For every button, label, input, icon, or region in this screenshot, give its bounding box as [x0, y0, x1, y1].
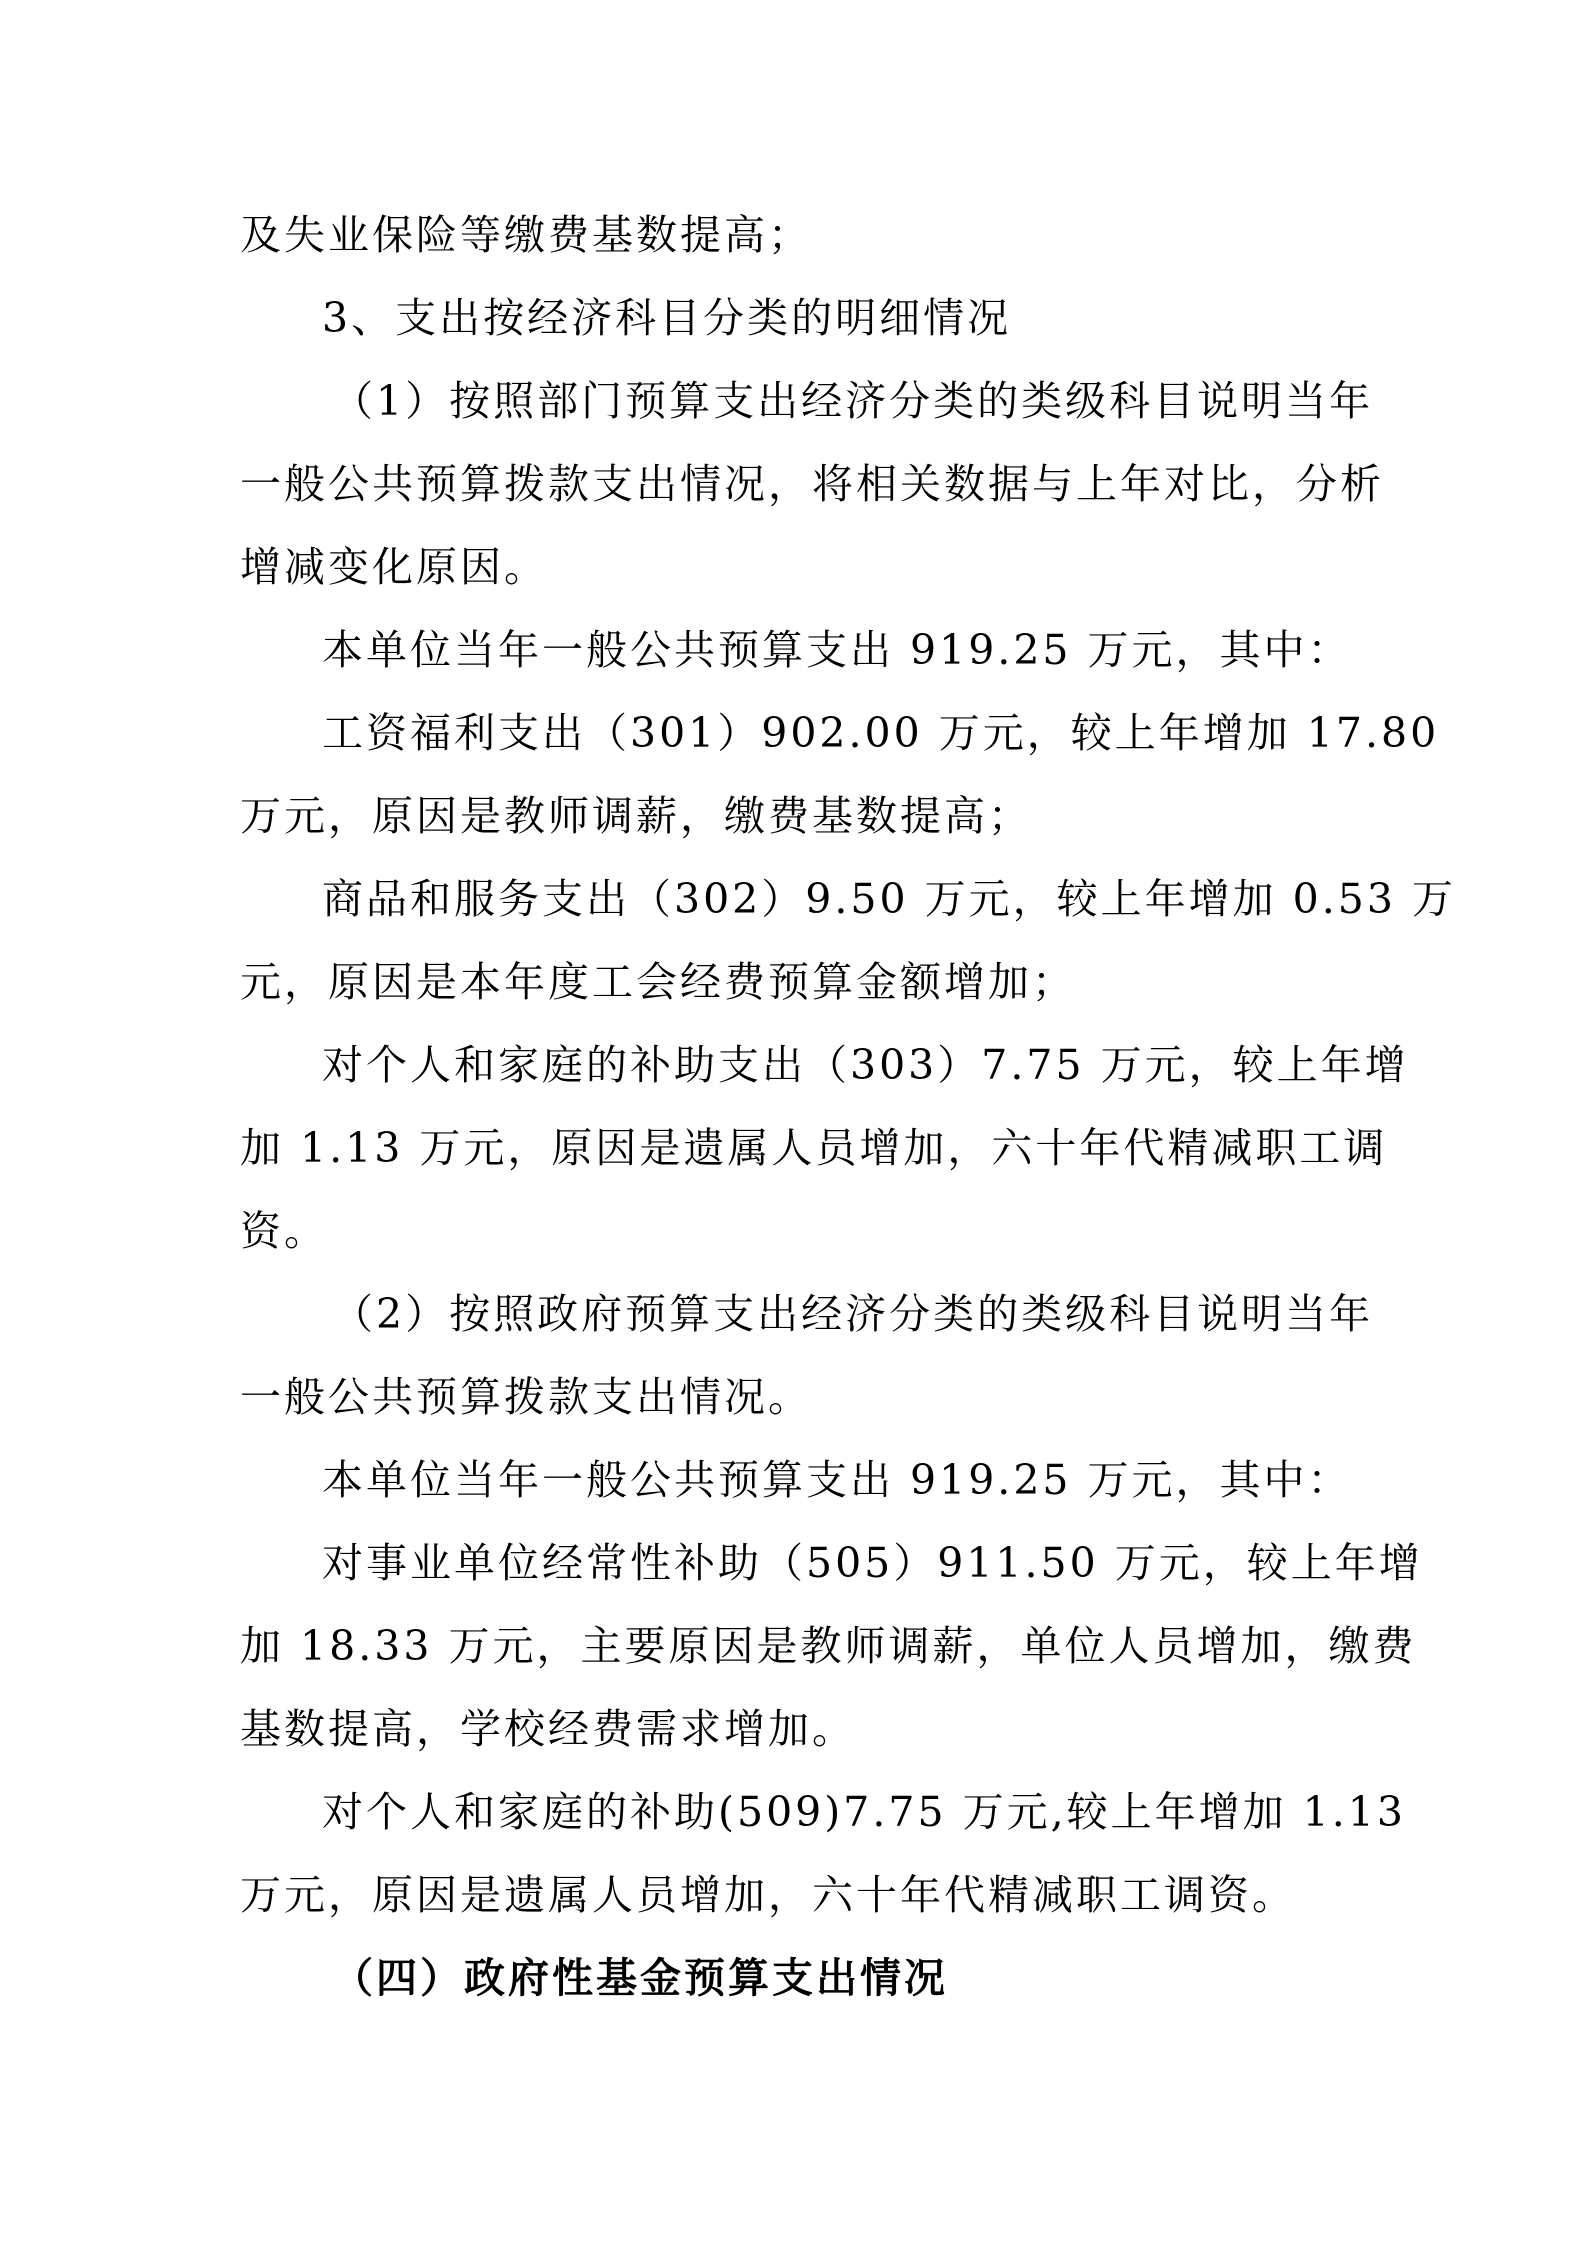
subsection-1-line-1: （1）按照部门预算支出经济分类的类级科目说明当年	[332, 377, 1374, 425]
household-subsidy-303-line-3: 资。	[240, 1207, 328, 1255]
household-subsidy-509-line-1: 对个人和家庭的补助(509)7.75 万元,较上年增加 1.13	[322, 1788, 1406, 1836]
goods-services-line-2: 元，原因是本年度工会经费预算金额增加；	[240, 958, 1076, 1006]
section-heading-3: 3、支出按经济科目分类的明细情况	[322, 294, 1012, 342]
wages-line-1: 工资福利支出（301）902.00 万元，较上年增加 17.80	[322, 709, 1440, 757]
total-expenditure-line-2: 本单位当年一般公共预算支出 919.25 万元，其中：	[322, 1456, 1352, 1504]
subsection-1-line-3: 增减变化原因。	[240, 543, 548, 591]
household-subsidy-303-line-2: 加 1.13 万元，原因是遗属人员增加，六十年代精减职工调	[240, 1124, 1388, 1172]
subsection-2-line-1: （2）按照政府预算支出经济分类的类级科目说明当年	[332, 1290, 1374, 1338]
household-subsidy-303-line-1: 对个人和家庭的补助支出（303）7.75 万元，较上年增	[322, 1041, 1409, 1089]
wages-line-2: 万元，原因是教师调薪，缴费基数提高；	[240, 792, 1032, 840]
subsection-1-line-2: 一般公共预算拨款支出情况，将相关数据与上年对比，分析	[240, 460, 1384, 508]
total-expenditure-line-1: 本单位当年一般公共预算支出 919.25 万元，其中：	[322, 626, 1352, 674]
subsection-2-line-2: 一般公共预算拨款支出情况。	[240, 1373, 812, 1421]
institution-subsidy-505-line-1: 对事业单位经常性补助（505）911.50 万元，较上年增	[322, 1539, 1423, 1587]
institution-subsidy-505-line-3: 基数提高，学校经费需求增加。	[240, 1705, 856, 1753]
household-subsidy-509-line-2: 万元，原因是遗属人员增加，六十年代精减职工调资。	[240, 1871, 1296, 1919]
section-heading-4: （四）政府性基金预算支出情况	[332, 1954, 948, 2002]
institution-subsidy-505-line-2: 加 18.33 万元，主要原因是教师调薪，单位人员增加，缴费	[240, 1622, 1417, 1670]
text-line-1: 及失业保险等缴费基数提高；	[240, 211, 812, 259]
goods-services-line-1: 商品和服务支出（302）9.50 万元，较上年增加 0.53 万	[322, 875, 1456, 923]
